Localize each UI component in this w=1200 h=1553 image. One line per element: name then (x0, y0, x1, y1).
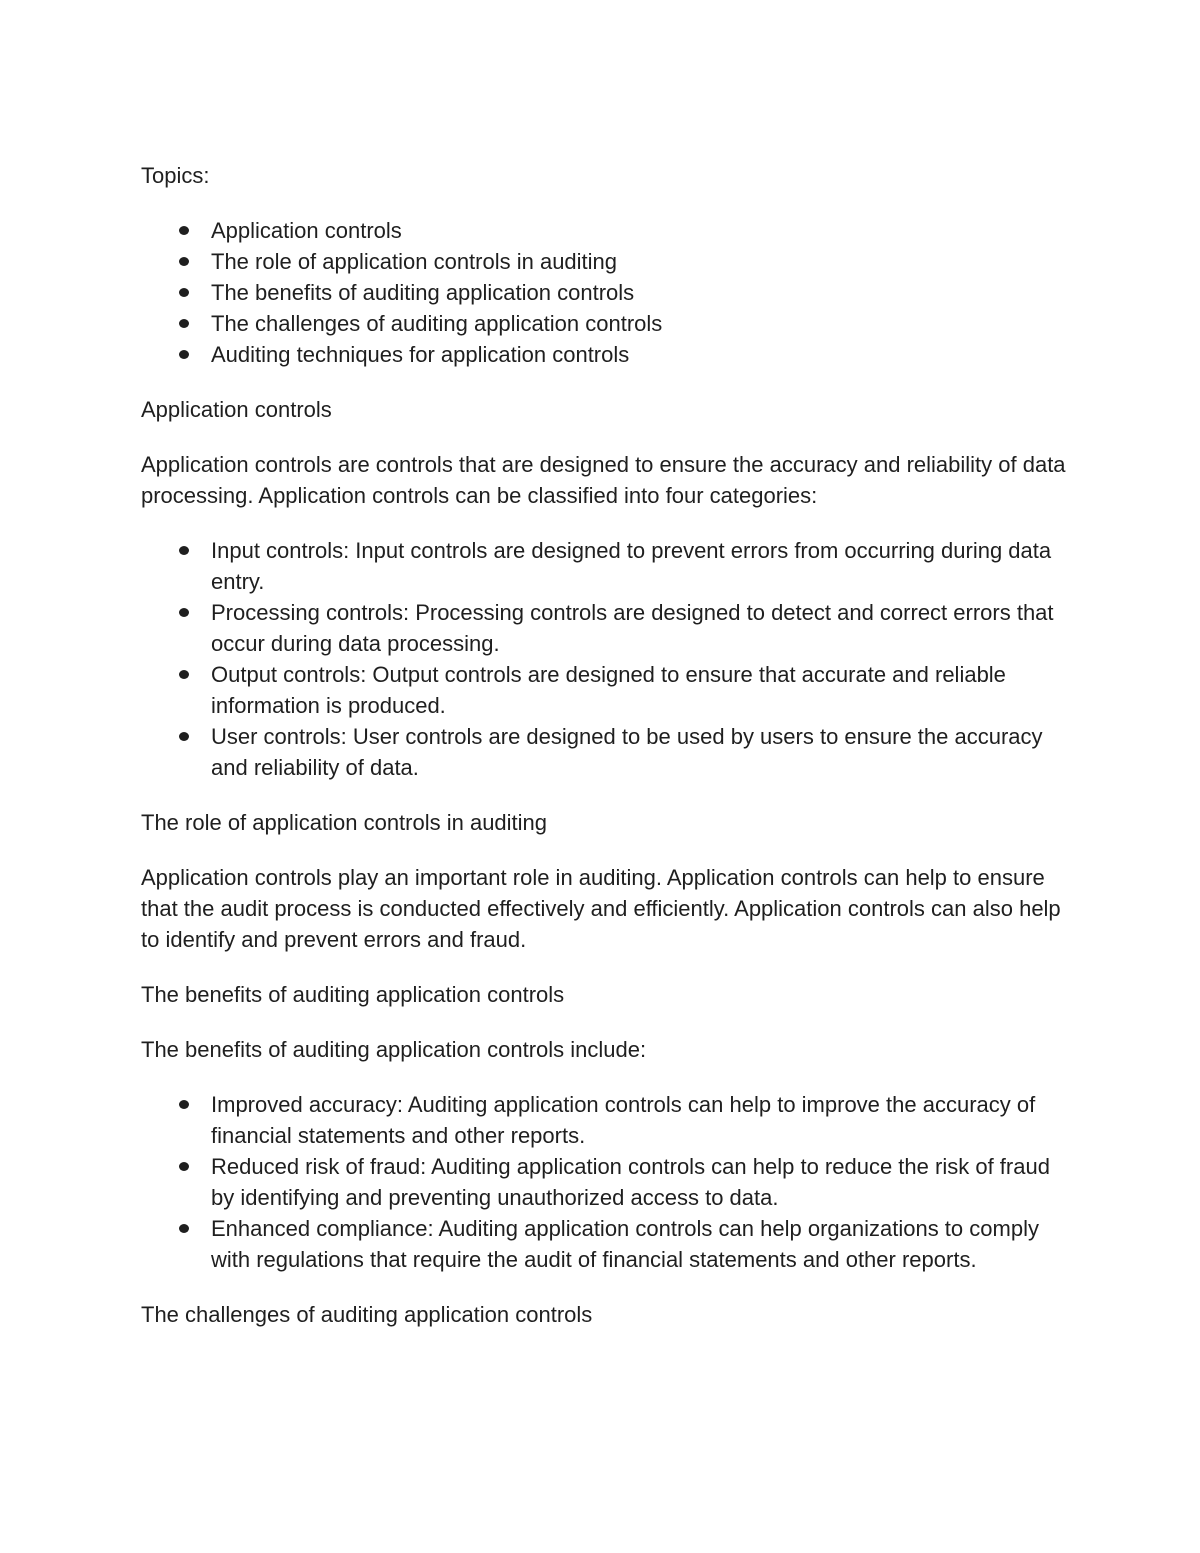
benefit-item: Improved accuracy: Auditing application controls can help to improve the accuracy of financial statements and other reports. (211, 1089, 1066, 1151)
application-controls-intro: Application controls are controls that are designed to ensure the accuracy and reliability of data processing. Application controls can be classified into four categories: (141, 452, 1066, 508)
control-category-item: User controls: User controls are designed to be used by users to ensure the accuracy and reliability of data. (211, 721, 1066, 783)
topic-item: The benefits of auditing application controls (211, 277, 1066, 308)
topics-list (141, 215, 1066, 370)
role-body: Application controls play an important role in auditing. Application controls can help to ensure that the audit process is conducted effectively and efficiently. Application controls can also help to identify and prevent errors and fraud. (141, 865, 1061, 952)
benefits-heading: The benefits of auditing application controls (141, 982, 565, 1007)
benefits-intro: The benefits of auditing application controls include: (141, 1037, 647, 1062)
benefit-item: Enhanced compliance: Auditing application controls can help organizations to comply with regulations that require the audit of financial statements and other reports. (211, 1213, 1066, 1275)
control-category-item: Output controls: Output controls are designed to ensure that accurate and reliable information is produced. (211, 659, 1066, 721)
role-heading: The role of application controls in auditing (141, 810, 548, 835)
application-controls-heading: Application controls (141, 397, 332, 422)
topic-item: Application controls (211, 215, 1066, 246)
control-category-item: Processing controls: Processing controls are designed to detect and correct errors that occur during data processing. (211, 597, 1066, 659)
topic-item: Auditing techniques for application controls (211, 339, 1066, 370)
challenges-heading: The challenges of auditing application controls (141, 1302, 593, 1327)
benefit-item: Reduced risk of fraud: Auditing application controls can help to reduce the risk of fraud by identifying and preventing unauthorized access to data. (211, 1151, 1066, 1213)
control-categories-list (141, 535, 1066, 783)
topics-heading: Topics: (141, 163, 210, 188)
benefits-list (141, 1089, 1066, 1275)
control-category-item: Input controls: Input controls are designed to prevent errors from occurring during data entry. (211, 535, 1066, 597)
document-body (141, 160, 1066, 1354)
topic-item: The challenges of auditing application controls (211, 308, 1066, 339)
topic-item: The role of application controls in auditing (211, 246, 1066, 277)
